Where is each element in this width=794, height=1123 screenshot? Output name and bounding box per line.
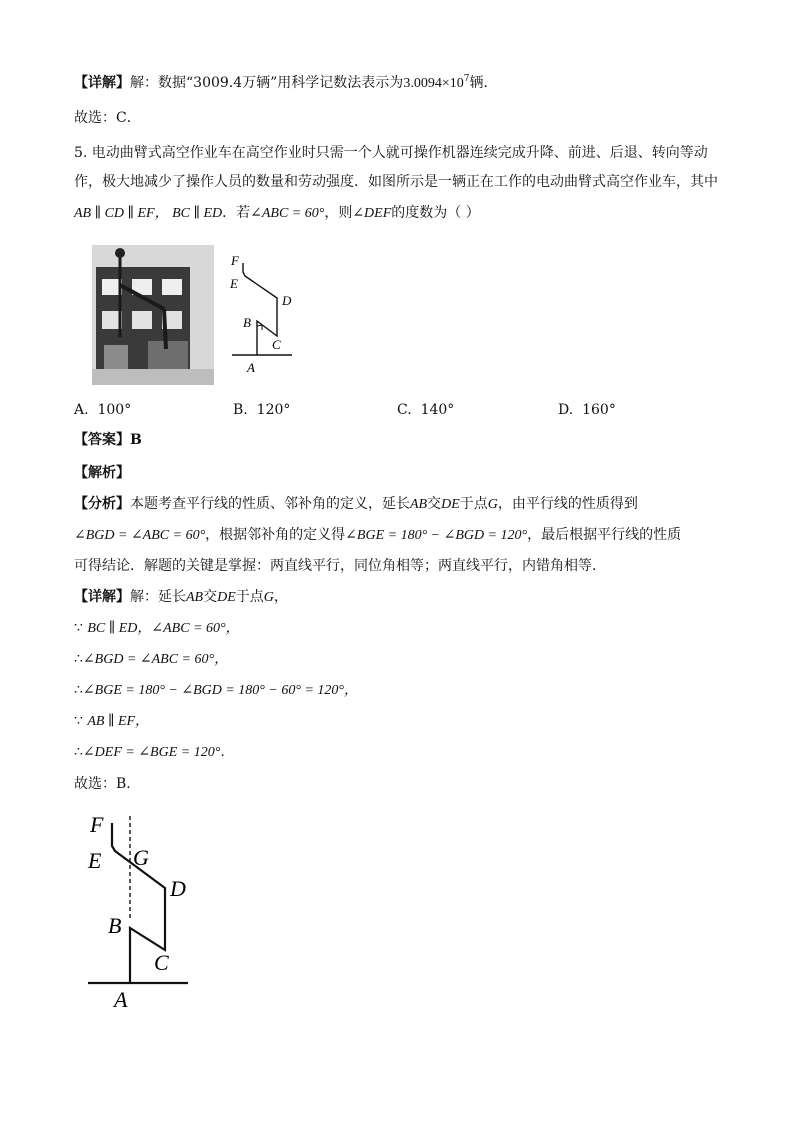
analysis-line-1 <box>74 494 638 515</box>
analysis-line-2 <box>74 525 681 546</box>
angle-def: ∠DEF <box>352 206 392 221</box>
detail-2-de: DE <box>217 590 236 605</box>
option-c-letter: C. <box>397 402 412 418</box>
analysis-line-3: 可得结论．解题的关键是掌握：两直线平行，同位角相等；两直线平行，内错角相等． <box>74 558 606 574</box>
detail-2-text: 解：延长 <box>130 589 186 605</box>
step-4-math: AB ∥ EF， <box>87 714 150 729</box>
because-symbol: ∵ <box>74 620 83 636</box>
fig1-label-c: C <box>272 337 281 352</box>
option-a-value: 100° <box>97 402 132 418</box>
option-a[interactable] <box>74 400 131 420</box>
answer-line: 【答案】B <box>74 432 142 448</box>
math-ab: AB <box>410 497 428 512</box>
detail-2-comma: ， <box>273 589 288 605</box>
analysis-tag: 【分析】 <box>74 496 130 512</box>
detail-2-yudian: 于点 <box>235 589 264 605</box>
question-5-line-2: 作，极大地减少了操作人员的数量和劳动强度．如图所示是一辆正在工作的电动曲臂式高空作业车，其中 <box>74 174 718 190</box>
detail-line-1 <box>74 73 497 94</box>
fig1-label-a: A <box>247 360 255 374</box>
angle-abc: ∠ABC = 60° <box>250 206 325 221</box>
option-b-value: 120° <box>256 402 291 418</box>
option-b[interactable] <box>233 400 290 420</box>
step-3-math: ∠BGE = 180° − ∠BGD = 180° − 60° = 120°， <box>82 683 358 698</box>
option-c[interactable] <box>397 400 454 420</box>
step-1 <box>74 618 240 639</box>
detail-text-end: 辆． <box>469 75 498 91</box>
option-d[interactable] <box>558 400 616 420</box>
choice-line-1: 故选：C． <box>74 110 141 126</box>
text-ruo: ．若 <box>222 205 251 221</box>
figure-2-diagram <box>84 808 196 1010</box>
step-1-math: BC ∥ ED，∠ABC = 60°， <box>87 621 240 636</box>
math-g: G <box>487 497 498 512</box>
because-symbol: ∵ <box>74 713 83 729</box>
step-4 <box>74 711 149 732</box>
fig1-label-b: B <box>243 315 251 330</box>
fig2-label-c: C <box>154 950 169 975</box>
math-de: DE <box>441 497 460 512</box>
figure-1-diagram <box>226 248 304 374</box>
parallel-condition: AB ∥ CD ∥ EF， BC ∥ ED <box>74 206 223 221</box>
analysis-text-3: ，根据邻补角的定义得 <box>205 527 346 543</box>
question-5-line-1: 5. 电动曲臂式高空作业车在高空作业时只需一个人就可操作机器连续完成升降、前进、后退、转向等动 <box>74 145 708 161</box>
fig2-label-e: E <box>88 848 102 873</box>
vehicle-photo <box>92 245 214 385</box>
fig2-label-b: B <box>108 913 122 938</box>
analysis-heading: 【解析】 <box>74 465 130 481</box>
analysis-text-1: 本题考查平行线的性质、邻补角的定义，延长 <box>130 496 410 512</box>
option-c-value: 140° <box>420 402 455 418</box>
analysis-text-4: ，最后根据平行线的性质 <box>527 527 682 543</box>
therefore-symbol: ∴ <box>74 651 83 667</box>
option-b-letter: B. <box>233 402 248 418</box>
exponent: 7 <box>463 74 470 84</box>
choice-line-2: 故选：B． <box>74 776 141 792</box>
fig1-label-e: E <box>230 276 238 291</box>
question-5-line-3 <box>74 203 480 224</box>
text-degree: 的度数为（ ） <box>391 205 480 221</box>
text-jiao: 交 <box>427 496 442 512</box>
step-2 <box>74 649 228 670</box>
text-yudian: 于点 <box>459 496 488 512</box>
option-d-letter: D. <box>558 402 574 418</box>
detail-2-line <box>74 587 288 608</box>
option-d-value: 160° <box>582 402 616 418</box>
fig2-label-d: D <box>170 876 186 901</box>
step-2-math: ∠BGD = ∠ABC = 60°， <box>82 652 229 667</box>
detail-text: 解：数据“3009.4万辆”用科学记数法表示为 <box>130 75 404 91</box>
detail-2-g: G <box>263 590 274 605</box>
step-3 <box>74 680 358 701</box>
fig1-label-d: D <box>282 293 292 308</box>
step-5 <box>74 742 234 763</box>
option-a-letter: A. <box>74 402 89 418</box>
fig2-label-a: A <box>114 987 128 1010</box>
scientific-number: 3.0094×10 <box>403 76 464 91</box>
therefore-symbol: ∴ <box>74 744 83 760</box>
fig2-label-g: G <box>133 845 149 870</box>
detail-tag: 【详解】 <box>74 75 130 91</box>
therefore-symbol: ∴ <box>74 682 83 698</box>
step-5-math: ∠DEF = ∠BGE = 120°． <box>82 745 235 760</box>
detail-2-jiao: 交 <box>203 589 218 605</box>
text-ze: ，则 <box>324 205 353 221</box>
fig2-label-f: F <box>90 812 104 837</box>
fig1-label-f: F <box>231 253 239 268</box>
detail-2-ab: AB <box>186 590 204 605</box>
math-bge: ∠BGE = 180° − ∠BGD = 120° <box>345 528 528 543</box>
analysis-text-2: ，由平行线的性质得到 <box>497 496 638 512</box>
detail-2-tag: 【详解】 <box>74 589 130 605</box>
math-bgd: ∠BGD = ∠ABC = 60° <box>74 528 206 543</box>
